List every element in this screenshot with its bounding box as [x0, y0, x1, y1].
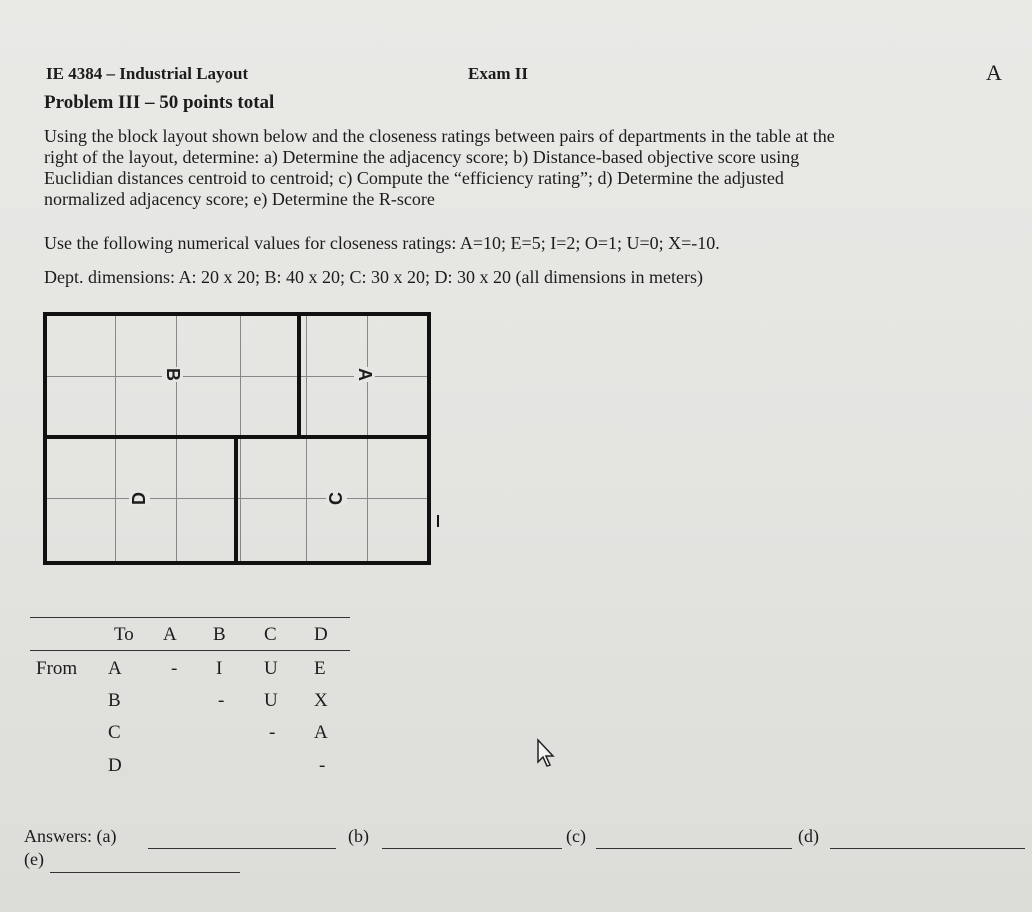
answer-c-blank [596, 848, 792, 849]
table-cell: A [314, 722, 328, 743]
instructions-line-4: normalized adjacency score; e) Determine the R-score [44, 189, 435, 209]
answer-a-blank [148, 848, 336, 849]
dept-boundary [234, 437, 238, 561]
table-cell: X [314, 690, 328, 711]
table-cell: E [314, 658, 326, 679]
table-from-label: From [36, 658, 78, 679]
answer-d-blank [830, 848, 1025, 849]
dept-label-b: B [163, 368, 183, 381]
table-col-a: A [163, 624, 177, 645]
mouse-cursor-icon [536, 738, 558, 768]
table-top-rule [30, 617, 350, 618]
table-cell: - [319, 755, 326, 776]
table-cell: - [171, 658, 178, 679]
course-title: IE 4384 – Industrial Layout [46, 64, 249, 83]
table-cell: - [269, 722, 276, 743]
answers-label-c: (c) [566, 826, 586, 846]
answers-label-d: (d) [798, 826, 819, 846]
table-col-b: B [213, 624, 226, 645]
table-col-d: D [314, 624, 328, 645]
dept-label-c: C [326, 492, 346, 505]
table-row-label: D [108, 755, 122, 776]
table-cell: - [218, 690, 225, 711]
problem-title: Problem III – 50 points total [44, 92, 275, 113]
table-cell: U [264, 690, 278, 711]
instructions-line-3: Euclidian distances centroid to centroid; c) Compute the “efficiency rating”; d) Determine the adjusted [44, 168, 784, 188]
table-cell: U [264, 658, 278, 679]
dimensions-line: Dept. dimensions: A: 20 x 20; B: 40 x 20; C: 30 x 20; D: 30 x 20 (all dimensions in meters) [44, 267, 703, 287]
table-header-rule [30, 650, 350, 651]
dept-label-a: A [355, 368, 375, 381]
table-row-label: B [108, 690, 121, 711]
instructions-line-1: Using the block layout shown below and the closeness ratings between pairs of departments in the table at the [44, 126, 835, 146]
answer-e-blank [50, 872, 240, 873]
exam-version: A [986, 60, 1002, 85]
scan-mark [437, 515, 439, 527]
table-to-label: To [114, 624, 134, 645]
answers-label-b: (b) [348, 826, 369, 846]
dept-label-d: D [129, 492, 149, 505]
ratings-line: Use the following numerical values for closeness ratings: A=10; E=5; I=2; O=1; U=0; X=-10. [44, 233, 720, 253]
answers-label-a: Answers: (a) [24, 826, 117, 846]
exam-title: Exam II [468, 64, 528, 83]
instructions-line-2: right of the layout, determine: a) Determine the adjacency score; b) Distance-based objective score using [44, 147, 800, 167]
answer-b-blank [382, 848, 562, 849]
dept-boundary [297, 316, 301, 437]
table-row-label: A [108, 658, 122, 679]
table-row-label: C [108, 722, 121, 743]
table-cell: I [216, 658, 223, 679]
table-col-c: C [264, 624, 277, 645]
answers-label-e: (e) [24, 849, 44, 869]
